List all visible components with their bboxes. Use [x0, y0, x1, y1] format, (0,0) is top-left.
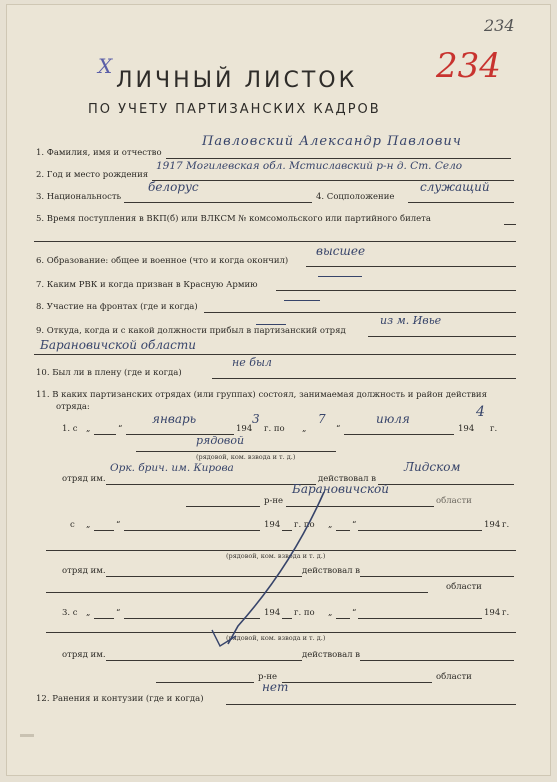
entry-2-to-quote-close: “ [352, 520, 357, 530]
entry-3-oblast-label: области [436, 672, 472, 682]
entry-1-to-month: июля [376, 412, 410, 426]
field-10-value: не был [232, 356, 272, 369]
field-1-label: 1. Фамилия, имя и отчество [36, 148, 162, 158]
field-5-label: 5. Время поступления в ВКП(б) или ВЛКСМ № комсомольского или партийного билета [36, 214, 431, 224]
field-2-label: 2. Год и место рождения [36, 170, 149, 180]
entry-1-from-month: январь [152, 412, 197, 426]
archive-number-red: 234 [436, 46, 501, 86]
entry-3-number: 3. с [62, 608, 78, 618]
entry-3-from-year: 194 [264, 608, 281, 618]
entry-1-to-day: 7 [318, 412, 326, 426]
entry-1-position-caption: (рядовой, ком. взвода и т. д.) [196, 453, 296, 461]
entry-1-to-quote-close: “ [336, 424, 341, 434]
entry-2-dejstv-label: действовал в [302, 566, 361, 576]
entry-1-to-quote-open: „ [302, 424, 307, 434]
field-9-label: 9. Откуда, когда и с какой должности прибыл в партизанский отряд [36, 326, 346, 336]
field-9-value-1: из м. Ивье [380, 314, 442, 327]
entry-2-to-year: 194 [484, 520, 501, 530]
form-title: ЛИЧНЫЙ ЛИСТОК [116, 68, 358, 93]
entry-2-from-quote-close: “ [116, 520, 121, 530]
field-12-value: нет [262, 680, 289, 694]
form-sheet [6, 4, 551, 776]
diagonal-cancel-mark [6, 4, 551, 776]
entry-1-dejstv-label: действовал в [318, 474, 377, 484]
archive-number-top: 234 [484, 16, 515, 35]
entry-2-oblast-label: области [446, 582, 482, 592]
field-2-value: 1917 Могилевская обл. Мстиславский р-н д. Ст. Село [156, 160, 463, 172]
entry-3-from-quote-close: “ [116, 608, 121, 618]
entry-3-g-po: г. по [294, 608, 315, 618]
field-1-value: Павловский Александр Павлович [202, 134, 462, 149]
field-9-value-2: Барановичской области [40, 338, 196, 352]
field-6-value: высшее [316, 244, 366, 258]
entry-1-to-year-hw: 4 [476, 404, 485, 420]
entry-1-position-value: рядовой [196, 434, 245, 447]
entry-2-from-year: 194 [264, 520, 281, 530]
entry-1-to-year: 194 [458, 424, 475, 434]
entry-2-position-caption: (рядовой, ком. взвода и т. д.) [226, 552, 326, 560]
entry-3-from-quote-open: „ [86, 608, 91, 618]
entry-2-number: с [70, 520, 75, 530]
entry-1-dejstv-value: Лидском [404, 460, 461, 474]
handwritten-x-mark: Х [98, 54, 113, 78]
field-3-value: белорус [148, 180, 199, 194]
entry-1-from-year: 194 [236, 424, 253, 434]
field-4-value: служащий [420, 180, 490, 194]
entry-3-rne-label: р-не [258, 672, 278, 682]
form-subtitle: ПО УЧЕТУ ПАРТИЗАНСКИХ КАДРОВ [88, 102, 381, 117]
field-11-label-1: 11. В каких партизанских отрядах (или группах) состоял, занимаемая должность и район действия [36, 390, 487, 400]
entry-3-dejstv-label: действовал в [302, 650, 361, 660]
entry-1-from-quote-close: “ [118, 424, 123, 434]
entry-1-g: г. [490, 424, 498, 434]
field-11-label-2: отряда: [56, 402, 90, 412]
field-8-label: 8. Участие на фронтах (где и когда) [36, 302, 198, 312]
edge-mark [20, 734, 34, 737]
field-3-label: 3. Национальность [36, 192, 122, 202]
entry-3-to-quote-open: „ [328, 608, 333, 618]
entry-2-to-quote-open: „ [328, 520, 333, 530]
entry-2-otryad-label: отряд им. [62, 566, 106, 576]
entry-3-otryad-label: отряд им. [62, 650, 106, 660]
field-7-label: 7. Каким РВК и когда призван в Красную Армию [36, 280, 258, 290]
entry-1-number: 1. с [62, 424, 78, 434]
field-12-label: 12. Ранения и контузии (где и когда) [36, 694, 204, 704]
entry-2-g: г. [502, 520, 510, 530]
entry-3-g: г. [502, 608, 510, 618]
entry-1-rne-label: р-не [264, 496, 284, 506]
entry-2-from-quote-open: „ [86, 520, 91, 530]
entry-1-otryad-label: отряд им. [62, 474, 106, 484]
entry-3-to-quote-close: “ [352, 608, 357, 618]
entry-1-g-po: г. по [264, 424, 285, 434]
entry-1-otryad-value: Орк. брич. им. Кирова [110, 462, 234, 474]
entry-3-to-year: 194 [484, 608, 501, 618]
entry-3-position-caption: (рядовой, ком. взвода и т. д.) [226, 634, 326, 642]
entry-1-oblast-label: области [436, 496, 472, 506]
entry-1-oblast-value: Барановичской [292, 482, 389, 496]
field-10-label: 10. Был ли в плену (где и когда) [36, 368, 182, 378]
entry-2-g-po: г. по [294, 520, 315, 530]
field-6-label: 6. Образование: общее и военное (что и когда окончил) [36, 256, 289, 266]
entry-1-from-year-hw: 3 [252, 412, 260, 426]
field-4-label: 4. Соцположение [316, 192, 395, 202]
entry-1-from-quote-open: „ [86, 424, 91, 434]
